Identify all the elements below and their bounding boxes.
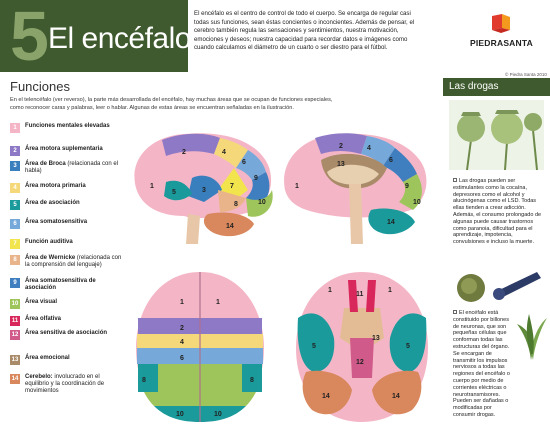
brain-label: 9 — [254, 175, 258, 182]
brain-label: 6 — [180, 355, 184, 362]
brain-label: 1 — [328, 287, 332, 294]
page-title: El encéfalo — [48, 22, 191, 55]
legend-label-bold: Área somatosensitiva de asociación — [25, 278, 96, 291]
chapter-number: 5 — [10, 0, 49, 75]
brain-label: 2 — [180, 325, 184, 332]
brain-label: 14 — [392, 393, 400, 400]
legend-number: 6 — [10, 219, 20, 229]
legend-label — [25, 278, 125, 292]
legend-label-rest: (relacionada con el habla) — [25, 161, 119, 174]
brain-label: 5 — [172, 189, 176, 196]
legend-label — [25, 355, 125, 362]
legend-label — [25, 146, 125, 153]
brain-label: 1 — [388, 287, 392, 294]
brain-label: 14 — [322, 393, 330, 400]
legend-label-bold: Área olfativa — [25, 316, 62, 322]
legend-label-bold: Área sensitiva de asociación — [25, 330, 108, 336]
legend-item — [10, 123, 125, 133]
poppy-image — [449, 100, 544, 170]
legend-number: 14 — [11, 376, 19, 382]
legend-label-bold: Área visual — [25, 299, 58, 305]
brain-label: 2 — [182, 149, 186, 156]
sidebar-drugs — [443, 78, 550, 440]
legend-label — [25, 219, 125, 226]
bullet-icon — [453, 178, 457, 182]
brain-lateral-view — [122, 128, 280, 246]
legend-label — [25, 299, 125, 306]
legend-item — [10, 161, 125, 175]
legend-number: 4 — [10, 183, 20, 193]
legend-label-bold: Área motora primaria — [25, 183, 86, 189]
brain-top-view — [130, 268, 270, 426]
logo-icon — [490, 14, 512, 34]
publisher-logo — [470, 14, 540, 54]
sidebar-title: Las drogas — [443, 78, 550, 96]
brain-label: 14 — [226, 223, 234, 230]
legend-item — [10, 146, 125, 156]
legend-item — [10, 330, 125, 340]
brain-label: 10 — [176, 411, 184, 418]
legend-item — [10, 183, 125, 193]
legend-label-rest: involucrado en el equilibrio y la coordinación de movimientos — [25, 374, 105, 394]
brain-bottom-view — [288, 268, 436, 426]
brain-label: 9 — [405, 183, 409, 190]
legend-label — [25, 255, 125, 269]
legend-label-bold: Área motora suplementaria — [25, 146, 103, 152]
brain-label: 12 — [356, 359, 364, 366]
legend-label-bold: Área de Broca — [25, 161, 66, 167]
legend-number: 2 — [10, 146, 20, 156]
plant-image — [513, 304, 550, 360]
brain-label: 10 — [258, 199, 266, 206]
sidebar-text-drugs — [453, 178, 545, 246]
brain-label: 4 — [222, 149, 226, 156]
legend-item — [10, 200, 125, 210]
brain-label: 7 — [230, 183, 234, 190]
sidebar-text-neurons — [453, 310, 513, 419]
brain-label: 11 — [356, 291, 364, 298]
bullet-icon — [453, 310, 457, 314]
pipe-image — [451, 264, 547, 308]
legend-number: 7 — [10, 239, 20, 249]
legend-item — [10, 355, 125, 365]
brain-label: 10 — [214, 411, 222, 418]
legend-label-rest: (relacionada con la comprensión del lenguaje) — [25, 255, 122, 268]
legend-label — [25, 161, 125, 175]
brain-label: 1 — [150, 183, 154, 190]
brain-label: 5 — [312, 343, 316, 350]
legend-item — [10, 316, 125, 326]
brain-label: 13 — [337, 161, 345, 168]
legend-item — [10, 239, 125, 249]
legend-item — [10, 374, 125, 395]
legend-label — [25, 183, 125, 190]
legend-label — [25, 239, 125, 246]
legend-label — [25, 316, 125, 323]
legend-item — [10, 219, 125, 229]
brain-label: 1 — [216, 299, 220, 306]
section-title: Funciones — [10, 79, 70, 94]
legend-number: 13 — [11, 357, 19, 363]
brain-label: 8 — [250, 377, 254, 384]
brain-label: 8 — [142, 377, 146, 384]
brain-label: 14 — [387, 219, 395, 226]
drugs-paragraph: Las drogas pueden ser estimulantes como la cocaína, depresores como el alcohol y alucinógenas como el LSD. Todas ellas tienden a crear adicción. Además, el consumo prolongado de algunas puede causar trastornos como paranoia, dificultad para el aprendizaje, impotencia, convulsiones e incluso la muerte. — [453, 178, 542, 246]
brain-label: 1 — [295, 183, 299, 190]
brain-label: 4 — [367, 145, 371, 152]
section-description: En el telencéfalo (ver reverso), la parte más desarrollada del encéfalo, hay muchas áreas que se ocupan de funciones especiales, como reconocer caras y palabras, leer o hablar. Algunas de estas áreas se encuentran señaladas en la ilustración. — [10, 97, 333, 111]
legend-item — [10, 278, 125, 292]
legend-number: 5 — [10, 200, 20, 210]
legend-number: 10 — [11, 301, 19, 307]
brain-label: 3 — [202, 187, 206, 194]
legend-label-bold: Área de asociación — [25, 200, 80, 206]
brain-label: 6 — [242, 159, 246, 166]
legend-item — [10, 299, 125, 309]
legend-label-bold: Cerebelo: — [25, 374, 53, 380]
copyright: © Piedra Santa 2010 — [505, 72, 547, 77]
legend-item — [10, 255, 125, 269]
brain-sagittal-view — [275, 128, 435, 246]
legend-number: 1 — [10, 123, 20, 133]
brain-label: 2 — [339, 143, 343, 150]
legend-label — [25, 374, 125, 395]
legend-number: 8 — [10, 255, 20, 265]
brain-label: 1 — [180, 299, 184, 306]
legend-number: 11 — [11, 318, 19, 324]
brain-label: 8 — [234, 201, 238, 208]
legend-number: 12 — [11, 332, 19, 338]
brain-label: 10 — [413, 199, 421, 206]
legend-number: 9 — [10, 278, 20, 288]
legend-label-bold: Área emocional — [25, 355, 70, 361]
brain-label: 6 — [389, 157, 393, 164]
legend-label — [25, 200, 125, 207]
brain-label: 13 — [372, 335, 380, 342]
legend-label — [25, 330, 125, 337]
legend-label — [25, 123, 125, 130]
brain-label: 5 — [406, 343, 410, 350]
legend-label-bold: Función auditiva — [25, 239, 73, 245]
legend-number: 3 — [10, 161, 20, 171]
legend-label-bold: Área de Wernicke — [25, 255, 76, 261]
legend-label-bold: Área somatosensitiva — [25, 219, 88, 225]
logo-text: PIEDRASANTA — [470, 38, 533, 48]
brain-label: 4 — [180, 339, 184, 346]
legend-label-bold: Funciones mentales elevadas — [25, 123, 110, 129]
intro-text: El encéfalo es el centro de control de todo el cuerpo. Se encarga de regular casi todas sus funciones, sean éstas concientes o inconcientes. Además de pensar, el cerebro también regula las sensaciones y sentimientos, nuestra motivación, emociones y deseos; nuestra capacidad para recordar datos e imágenes como cuando calculamos el diámetro de un cuarto o ser diestro para el fútbol. — [194, 10, 415, 52]
neurons-paragraph: El encéfalo está constituido por billones de neuronas, que son pequeñas células que conforman todas las estructuras del órgano. Se encargan de transmitir los impulsos nerviosos a todas las regiones del encéfalo o cuerpo por medio de corrientes eléctricas o neurotransmisores. Pueden ser dañadas o modificadas por consumir drogas. — [453, 310, 510, 418]
